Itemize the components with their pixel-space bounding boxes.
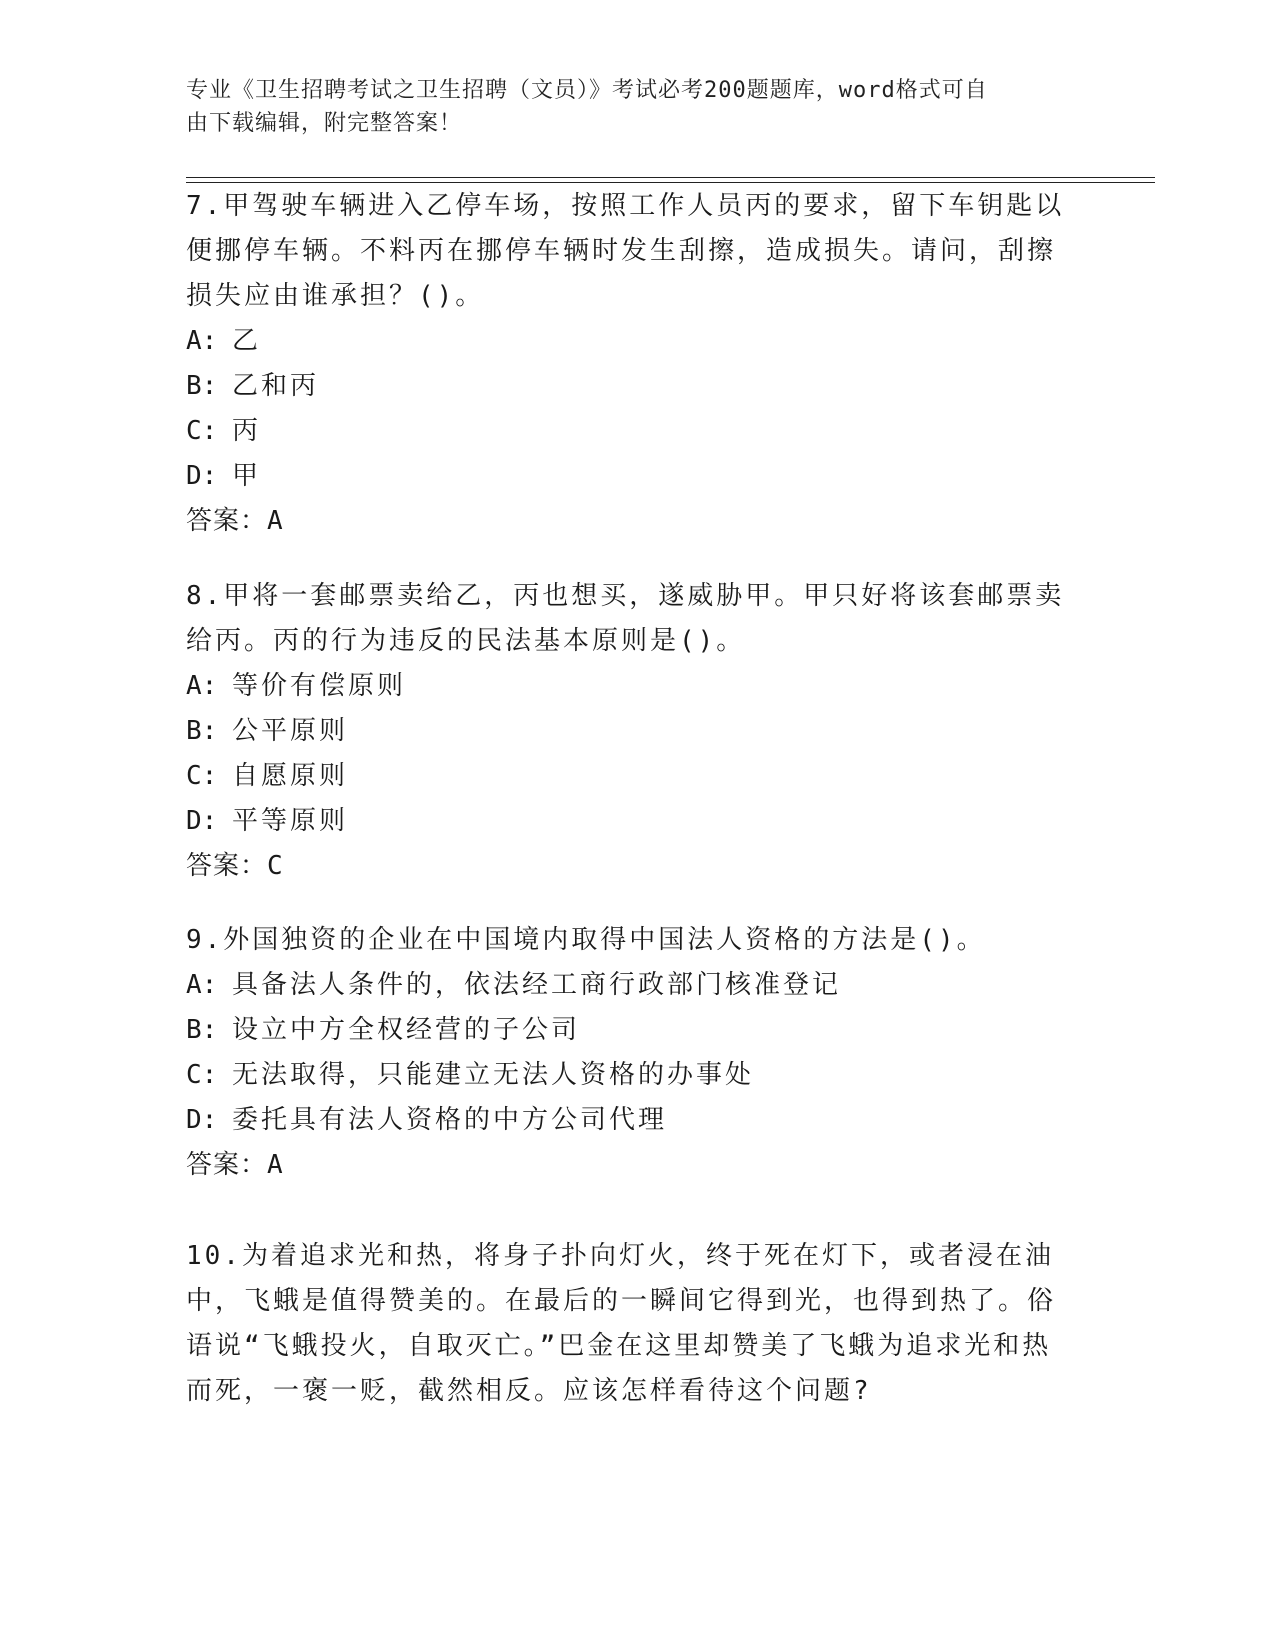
option-c (186, 409, 1066, 454)
question-stem: 8.甲将一套邮票卖给乙，丙也想买，遂威胁甲。甲只好将该套邮票卖给丙。丙的行为违反的民法基本原则是()。 (186, 581, 1065, 656)
option-text: 等价有偿原则 (232, 671, 407, 701)
option-text: 丙 (232, 416, 262, 446)
option-c (186, 1053, 1066, 1098)
option-letter: C: (186, 416, 218, 446)
option-a (186, 319, 1066, 364)
option-letter: B: (186, 371, 218, 401)
option-letter: A: (186, 671, 218, 701)
option-letter: D: (186, 806, 218, 836)
answer-label: 答案： (186, 1150, 268, 1180)
option-d (186, 799, 1066, 844)
header-divider-bottom (186, 182, 1155, 183)
option-letter: D: (186, 1105, 218, 1135)
option-text: 公平原则 (232, 716, 349, 746)
option-text: 乙 (232, 326, 262, 356)
option-text: 委托具有法人资格的中方公司代理 (232, 1105, 668, 1135)
header-line-1: 专业《卫生招聘考试之卫生招聘（文员）》考试必考200题题库，word格式可自 (186, 78, 988, 103)
answer-line (186, 844, 1066, 889)
option-letter: C: (186, 1060, 218, 1090)
question-7 (186, 184, 1066, 544)
header-line-2: 由下载编辑，附完整答案！ (186, 111, 463, 136)
option-a (186, 963, 1066, 1008)
question-stem: 10.为着追求光和热，将身子扑向灯火，终于死在灯下，或者浸在油中，飞蛾是值得赞美的。在最后的一瞬间它得到光，也得到热了。俗语说“飞蛾投火，自取灭亡。”巴金在这里却赞美了飞蛾为追求光和热而死，一褒一贬，截然相反。应该怎样看待这个问题? (186, 1241, 1057, 1406)
option-text: 自愿原则 (232, 761, 349, 791)
question-8 (186, 574, 1066, 889)
question-stem: 9.外国独资的企业在中国境内取得中国法人资格的方法是()。 (186, 925, 986, 955)
question-stem: 7.甲驾驶车辆进入乙停车场，按照工作人员丙的要求，留下车钥匙以便挪停车辆。不料丙在挪停车辆时发生刮擦，造成损失。请问，刮擦损失应由谁承担？()。 (186, 191, 1065, 311)
answer-value: A (267, 1150, 284, 1180)
option-letter: A: (186, 326, 218, 356)
option-text: 乙和丙 (232, 371, 320, 401)
document-header (186, 74, 1066, 140)
answer-value: A (267, 506, 284, 536)
answer-line (186, 1143, 1066, 1188)
option-letter: C: (186, 761, 218, 791)
answer-line (186, 499, 1066, 544)
option-b (186, 364, 1066, 409)
option-c (186, 754, 1066, 799)
option-b (186, 709, 1066, 754)
option-a (186, 664, 1066, 709)
option-text: 无法取得，只能建立无法人资格的办事处 (232, 1060, 755, 1090)
option-text: 甲 (232, 461, 262, 491)
option-letter: A: (186, 970, 218, 1000)
question-9 (186, 918, 1066, 1188)
option-b (186, 1008, 1066, 1053)
option-letter: B: (186, 1015, 218, 1045)
header-divider-top (186, 177, 1155, 178)
option-d (186, 454, 1066, 499)
option-letter: B: (186, 716, 218, 746)
option-text: 具备法人条件的，依法经工商行政部门核准登记 (232, 970, 842, 1000)
answer-label: 答案： (186, 851, 268, 881)
answer-value: C (267, 851, 284, 881)
option-d (186, 1098, 1066, 1143)
option-text: 平等原则 (232, 806, 349, 836)
answer-label: 答案： (186, 506, 268, 536)
option-letter: D: (186, 461, 218, 491)
option-text: 设立中方全权经营的子公司 (232, 1015, 581, 1045)
question-10 (186, 1234, 1066, 1414)
